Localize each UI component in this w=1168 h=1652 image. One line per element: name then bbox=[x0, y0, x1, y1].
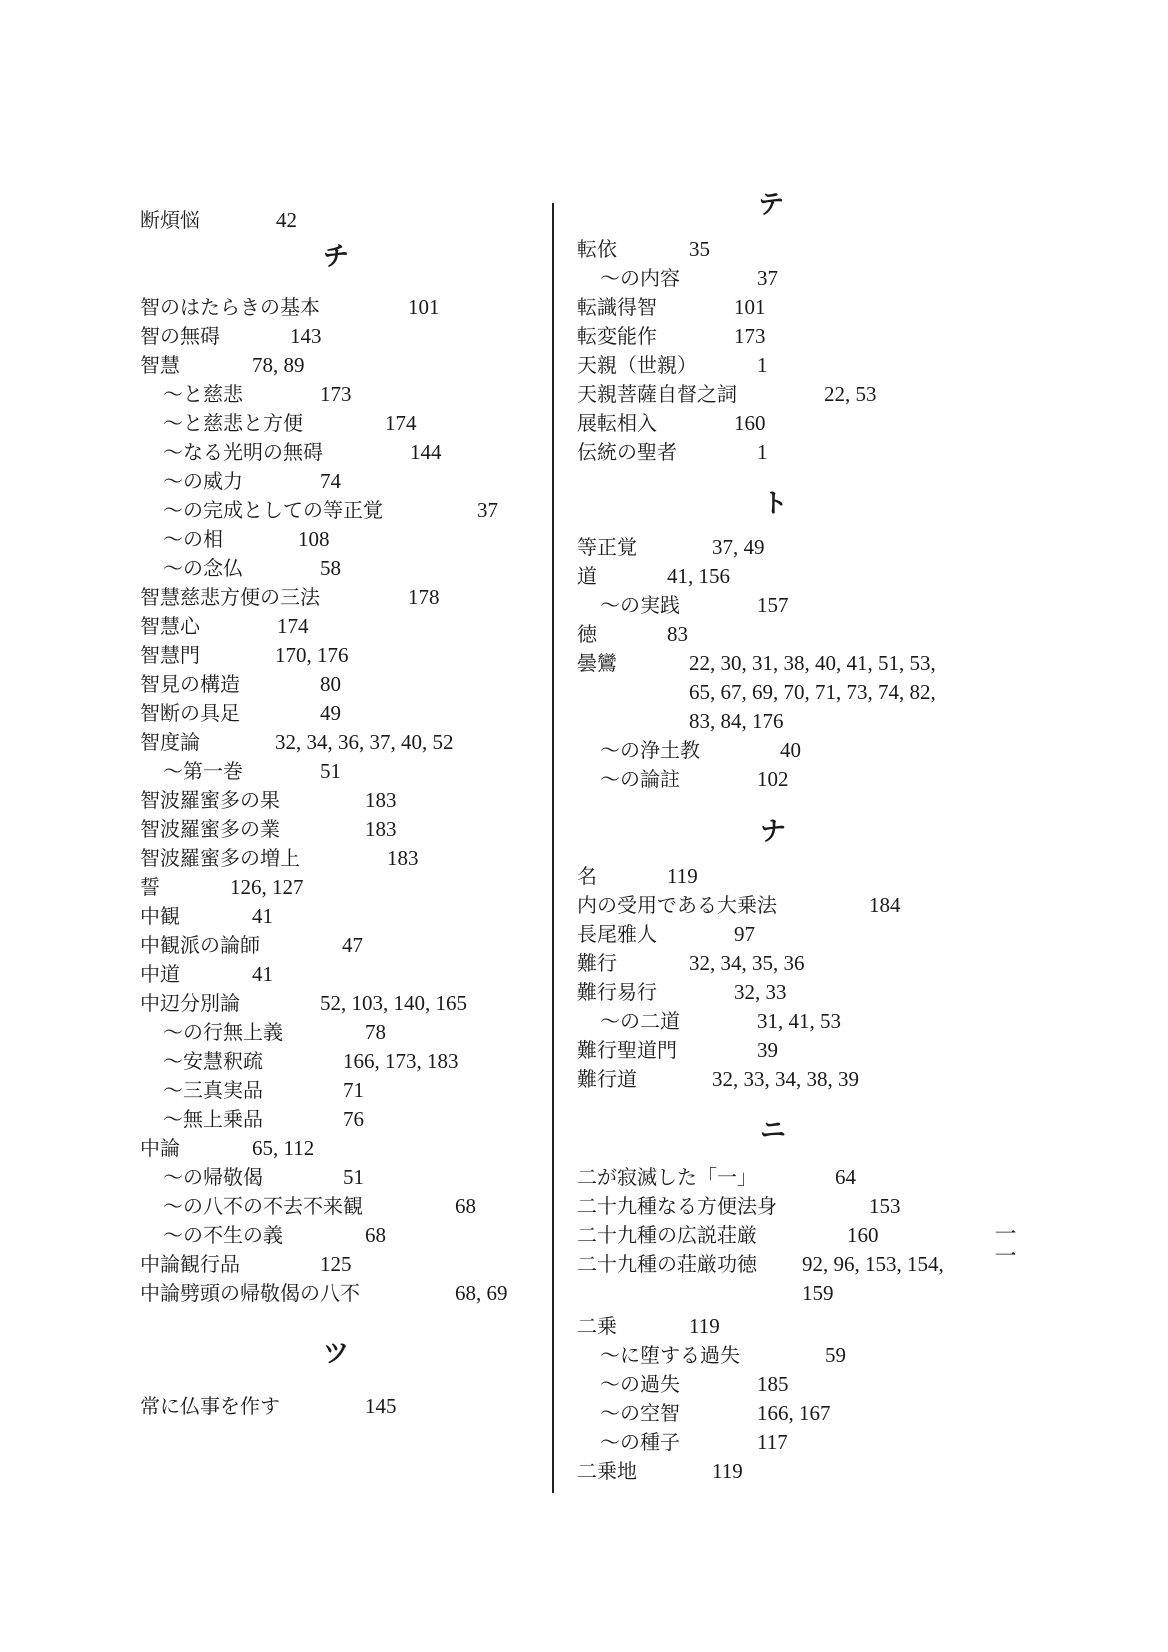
entry-pages: 78, 89 bbox=[252, 353, 305, 377]
entry-term: 智の無碍 bbox=[140, 324, 220, 348]
entry-pages: 119 bbox=[712, 1459, 743, 1483]
page-number: 一一 bbox=[991, 1222, 1016, 1266]
entry-term: ～の帰敬偈 bbox=[163, 1165, 263, 1189]
entry-pages: 32, 33 bbox=[734, 980, 787, 1004]
entry-term: 難行聖道門 bbox=[577, 1038, 677, 1062]
entry-pages: 83, 84, 176 bbox=[689, 709, 784, 733]
entry-pages: 125 bbox=[320, 1252, 352, 1276]
entry-pages: 160 bbox=[734, 411, 766, 435]
entry-term: ～の過失 bbox=[600, 1372, 680, 1396]
entry-term: 等正覚 bbox=[577, 535, 637, 559]
entry-term: 道 bbox=[577, 564, 597, 588]
entry-pages: 83 bbox=[667, 622, 688, 646]
entry-pages: 174 bbox=[277, 614, 309, 638]
entry-pages: 32, 34, 36, 37, 40, 52 bbox=[275, 730, 454, 754]
entry-term: ～の浄土教 bbox=[600, 738, 700, 762]
entry-term: 智断の具足 bbox=[140, 701, 240, 725]
entry-pages: 59 bbox=[825, 1343, 846, 1367]
entry-term: 智慧門 bbox=[140, 643, 200, 667]
entry-term: 長尾雅人 bbox=[577, 922, 657, 946]
entry-term: 智慧慈悲方便の三法 bbox=[140, 585, 320, 609]
entry-pages: 126, 127 bbox=[230, 875, 304, 899]
entry-term: 二乗 bbox=[577, 1314, 617, 1338]
entry-pages: 32, 33, 34, 38, 39 bbox=[712, 1067, 859, 1091]
entry-term: 中観派の論師 bbox=[140, 933, 260, 957]
entry-pages: 183 bbox=[387, 846, 419, 870]
entry-term: ～と慈悲と方便 bbox=[163, 411, 303, 435]
entry-term: 中論 bbox=[140, 1136, 180, 1160]
entry-pages: 78 bbox=[365, 1020, 386, 1044]
entry-term: 常に仏事を作す bbox=[140, 1394, 280, 1418]
entry-pages: 119 bbox=[667, 864, 698, 888]
entry-term: ～の二道 bbox=[600, 1009, 680, 1033]
entry-term: ～の相 bbox=[163, 527, 223, 551]
entry-term: 転変能作 bbox=[577, 324, 657, 348]
entry-term: ～に堕する過失 bbox=[600, 1343, 740, 1367]
entry-term: 智波羅蜜多の増上 bbox=[140, 846, 300, 870]
entry-term: ～安慧釈疏 bbox=[163, 1049, 263, 1073]
entry-pages: 22, 53 bbox=[824, 382, 877, 406]
entry-pages: 1 bbox=[757, 440, 768, 464]
entry-pages: 178 bbox=[408, 585, 440, 609]
entry-pages: 157 bbox=[757, 593, 789, 617]
entry-term: ～の行無上義 bbox=[163, 1020, 283, 1044]
entry-pages: 144 bbox=[410, 440, 442, 464]
entry-term: 難行 bbox=[577, 951, 617, 975]
entry-term: 智のはたらきの基本 bbox=[140, 295, 320, 319]
entry-term: 転依 bbox=[577, 237, 617, 261]
entry-pages: 97 bbox=[734, 922, 755, 946]
entry-pages: 108 bbox=[298, 527, 330, 551]
entry-term: 中辺分別論 bbox=[140, 991, 240, 1015]
entry-term: ～無上乗品 bbox=[163, 1107, 263, 1131]
entry-term: ～の不生の義 bbox=[163, 1223, 283, 1247]
entry-term: ～三真実品 bbox=[163, 1078, 263, 1102]
entry-pages: 52, 103, 140, 165 bbox=[320, 991, 467, 1015]
entry-pages: 184 bbox=[869, 893, 901, 917]
entry-pages: 174 bbox=[385, 411, 417, 435]
entry-term: ～と慈悲 bbox=[163, 382, 243, 406]
entry-pages: 76 bbox=[343, 1107, 364, 1131]
entry-pages: 42 bbox=[276, 208, 297, 232]
entry-pages: 37, 49 bbox=[712, 535, 765, 559]
entry-pages: 41, 156 bbox=[667, 564, 730, 588]
entry-term: 智波羅蜜多の業 bbox=[140, 817, 280, 841]
entry-term: 天親菩薩自督之詞 bbox=[577, 382, 737, 406]
entry-pages: 160 bbox=[847, 1223, 879, 1247]
entry-pages: 47 bbox=[342, 933, 363, 957]
entry-term: 転識得智 bbox=[577, 295, 657, 319]
entry-pages: 101 bbox=[734, 295, 766, 319]
entry-term: 曇鸞 bbox=[577, 651, 617, 675]
entry-pages: 92, 96, 153, 154, bbox=[802, 1252, 944, 1276]
entry-pages: 37 bbox=[757, 266, 778, 290]
entry-term: 名 bbox=[577, 864, 597, 888]
entry-term: 二十九種の荘厳功徳 bbox=[577, 1252, 757, 1276]
entry-pages: 117 bbox=[757, 1430, 788, 1454]
entry-pages: 35 bbox=[689, 237, 710, 261]
entry-term: ～の論註 bbox=[600, 767, 680, 791]
entry-term: 断煩悩 bbox=[140, 208, 200, 232]
entry-term: ～の八不の不去不来観 bbox=[163, 1194, 363, 1218]
entry-term: ～の威力 bbox=[163, 469, 243, 493]
entry-term: 二十九種の広説荘厳 bbox=[577, 1223, 757, 1247]
entry-pages: 68, 69 bbox=[455, 1281, 508, 1305]
entry-pages: 51 bbox=[320, 759, 341, 783]
entry-term: 難行道 bbox=[577, 1067, 637, 1091]
entry-term: 中道 bbox=[140, 962, 180, 986]
entry-pages: 68 bbox=[455, 1194, 476, 1218]
entry-pages: 31, 41, 53 bbox=[757, 1009, 841, 1033]
entry-term: ～の完成としての等正覚 bbox=[163, 498, 383, 522]
entry-term: 展転相入 bbox=[577, 411, 657, 435]
entry-pages: 153 bbox=[869, 1194, 901, 1218]
entry-pages: 39 bbox=[757, 1038, 778, 1062]
entry-term: 智見の構造 bbox=[140, 672, 240, 696]
entry-pages: 49 bbox=[320, 701, 341, 725]
entry-pages: 1 bbox=[757, 353, 768, 377]
entry-pages: 41 bbox=[252, 904, 273, 928]
entry-term: 内の受用である大乗法 bbox=[577, 893, 777, 917]
entry-pages: 183 bbox=[365, 788, 397, 812]
entry-pages: 166, 167 bbox=[757, 1401, 831, 1425]
entry-pages: 51 bbox=[343, 1165, 364, 1189]
entry-term: ～の実践 bbox=[600, 593, 680, 617]
entry-term: ～の空智 bbox=[600, 1401, 680, 1425]
entry-pages: 183 bbox=[365, 817, 397, 841]
entry-pages: 166, 173, 183 bbox=[343, 1049, 459, 1073]
entry-pages: 170, 176 bbox=[275, 643, 349, 667]
entry-term: 智波羅蜜多の果 bbox=[140, 788, 280, 812]
entry-pages: 41 bbox=[252, 962, 273, 986]
entry-pages: 74 bbox=[320, 469, 341, 493]
entry-term: 二が寂滅した「一」 bbox=[577, 1165, 757, 1189]
entry-term: 中観 bbox=[140, 904, 180, 928]
entry-term: 中論観行品 bbox=[140, 1252, 240, 1276]
column-divider bbox=[552, 203, 554, 1493]
entry-pages: 64 bbox=[835, 1165, 856, 1189]
entry-term: 二十九種なる方便法身 bbox=[577, 1194, 777, 1218]
entry-term: ～の念仏 bbox=[163, 556, 243, 580]
entry-pages: 173 bbox=[734, 324, 766, 348]
entry-pages: 40 bbox=[780, 738, 801, 762]
entry-term: 二乗地 bbox=[577, 1459, 637, 1483]
entry-term: ～の種子 bbox=[600, 1430, 680, 1454]
entry-pages: 102 bbox=[757, 767, 789, 791]
entry-pages: 119 bbox=[689, 1314, 720, 1338]
entry-term: 難行易行 bbox=[577, 980, 657, 1004]
entry-term: 中論劈頭の帰敬偈の八不 bbox=[140, 1281, 360, 1305]
entry-pages: 68 bbox=[365, 1223, 386, 1247]
entry-term: ～第一巻 bbox=[163, 759, 243, 783]
entry-term: 天親（世親） bbox=[577, 353, 697, 377]
entry-pages: 65, 67, 69, 70, 71, 73, 74, 82, bbox=[689, 680, 936, 704]
entry-pages: 159 bbox=[802, 1281, 834, 1305]
entry-term: 徳 bbox=[577, 622, 597, 646]
entry-pages: 32, 34, 35, 36 bbox=[689, 951, 805, 975]
entry-term: 智度論 bbox=[140, 730, 200, 754]
entry-pages: 185 bbox=[757, 1372, 789, 1396]
entry-term: 智慧心 bbox=[140, 614, 200, 638]
entry-pages: 143 bbox=[290, 324, 322, 348]
entry-pages: 173 bbox=[320, 382, 352, 406]
entry-term: 智慧 bbox=[140, 353, 180, 377]
entry-pages: 80 bbox=[320, 672, 341, 696]
entry-pages: 65, 112 bbox=[252, 1136, 315, 1160]
entry-pages: 101 bbox=[408, 295, 440, 319]
entry-pages: 71 bbox=[343, 1078, 364, 1102]
entry-pages: 58 bbox=[320, 556, 341, 580]
entry-term: ～なる光明の無碍 bbox=[163, 440, 323, 464]
entry-pages: 145 bbox=[365, 1394, 397, 1418]
entry-term: ～の内容 bbox=[600, 266, 680, 290]
entry-pages: 37 bbox=[477, 498, 498, 522]
entry-term: 誓 bbox=[140, 875, 160, 899]
entry-term: 伝統の聖者 bbox=[577, 440, 677, 464]
entry-pages: 22, 30, 31, 38, 40, 41, 51, 53, bbox=[689, 651, 936, 675]
